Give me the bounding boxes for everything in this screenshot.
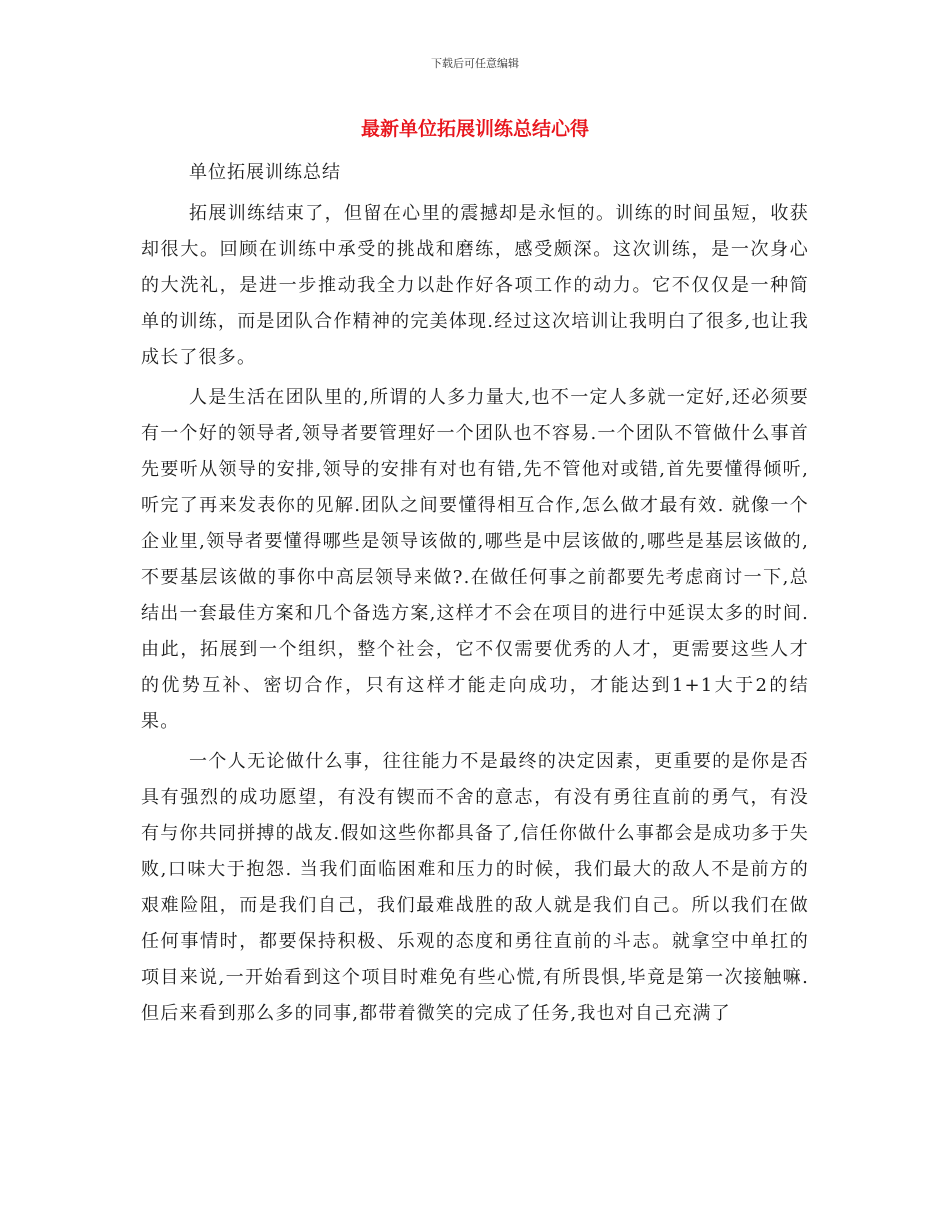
document-subtitle: 单位拓展训练总结 xyxy=(189,162,341,183)
paragraph: 拓展训练结束了，但留在心里的震撼却是永恒的。训练的时间虽短，收获却很大。回顾在训练中承受的挑战和磨练，感受颇深。这次训练，是一次身心的大洗礼，是进一步推动我全力以赴作好各项工作的动力。它不仅仅是一种简单的训练，而是团队合作精神的完美体现.经过这次培训让我明白了很多,也让我成长了很多。 xyxy=(141,203,809,368)
header-note: 下载后可任意编辑 xyxy=(431,57,519,70)
paragraph: 人是生活在团队里的,所谓的人多力量大,也不一定人多就一定好,还必须要有一个好的领导者,领导者要管理好一个团队也不容易.一个团队不管做什么事首先要听从领导的安排,领导的安排有对也有错,先不管他对或错,首先要懂得倾听,听完了再来发表你的见解.团队之间要懂得相互合作,怎么做才最有效. 就像一个企业里,领导者要懂得哪些是领导该做的,哪些是中层该做的,哪些是基层该做的,不要基层该做的事你中高层领导来做?.在做任何事之前都要先考虑商讨一下,总结出一套最佳方案和几个备选方案,这样才不会在项目的进行中延误太多的时间. 由此，拓展到一个组织，整个社会，它不仅需要优秀的人才，更需要这些人才的优势互补、密切合作，只有这样才能走向成功，才能达到1+1大于2的结果。 xyxy=(141,387,809,732)
paragraph: 一个人无论做什么事，往往能力不是最终的决定因素，更重要的是你是否具有强烈的成功愿望，有没有锲而不舍的意志，有没有勇往直前的勇气，有没有与你共同拼搏的战友.假如这些你都具备了,信任你做什么事都会是成功多于失败,口味大于抱怨. 当我们面临困难和压力的时候，我们最大的敌人不是前方的艰难险阻，而是我们自己，我们最难战胜的敌人就是我们自己。所以我们在做任何事情时，都要保持积极、乐观的态度和勇往直前的斗志。就拿空中单扛的项目来说,一开始看到这个项目时难免有些心慌,有所畏惧,毕竟是第一次接触嘛.但后来看到那么多的同事,都带着微笑的完成了任务,我也对自己充满了 xyxy=(141,751,809,1024)
document-title: 最新单位拓展训练总结心得 xyxy=(360,118,589,140)
document-body xyxy=(141,160,809,1036)
